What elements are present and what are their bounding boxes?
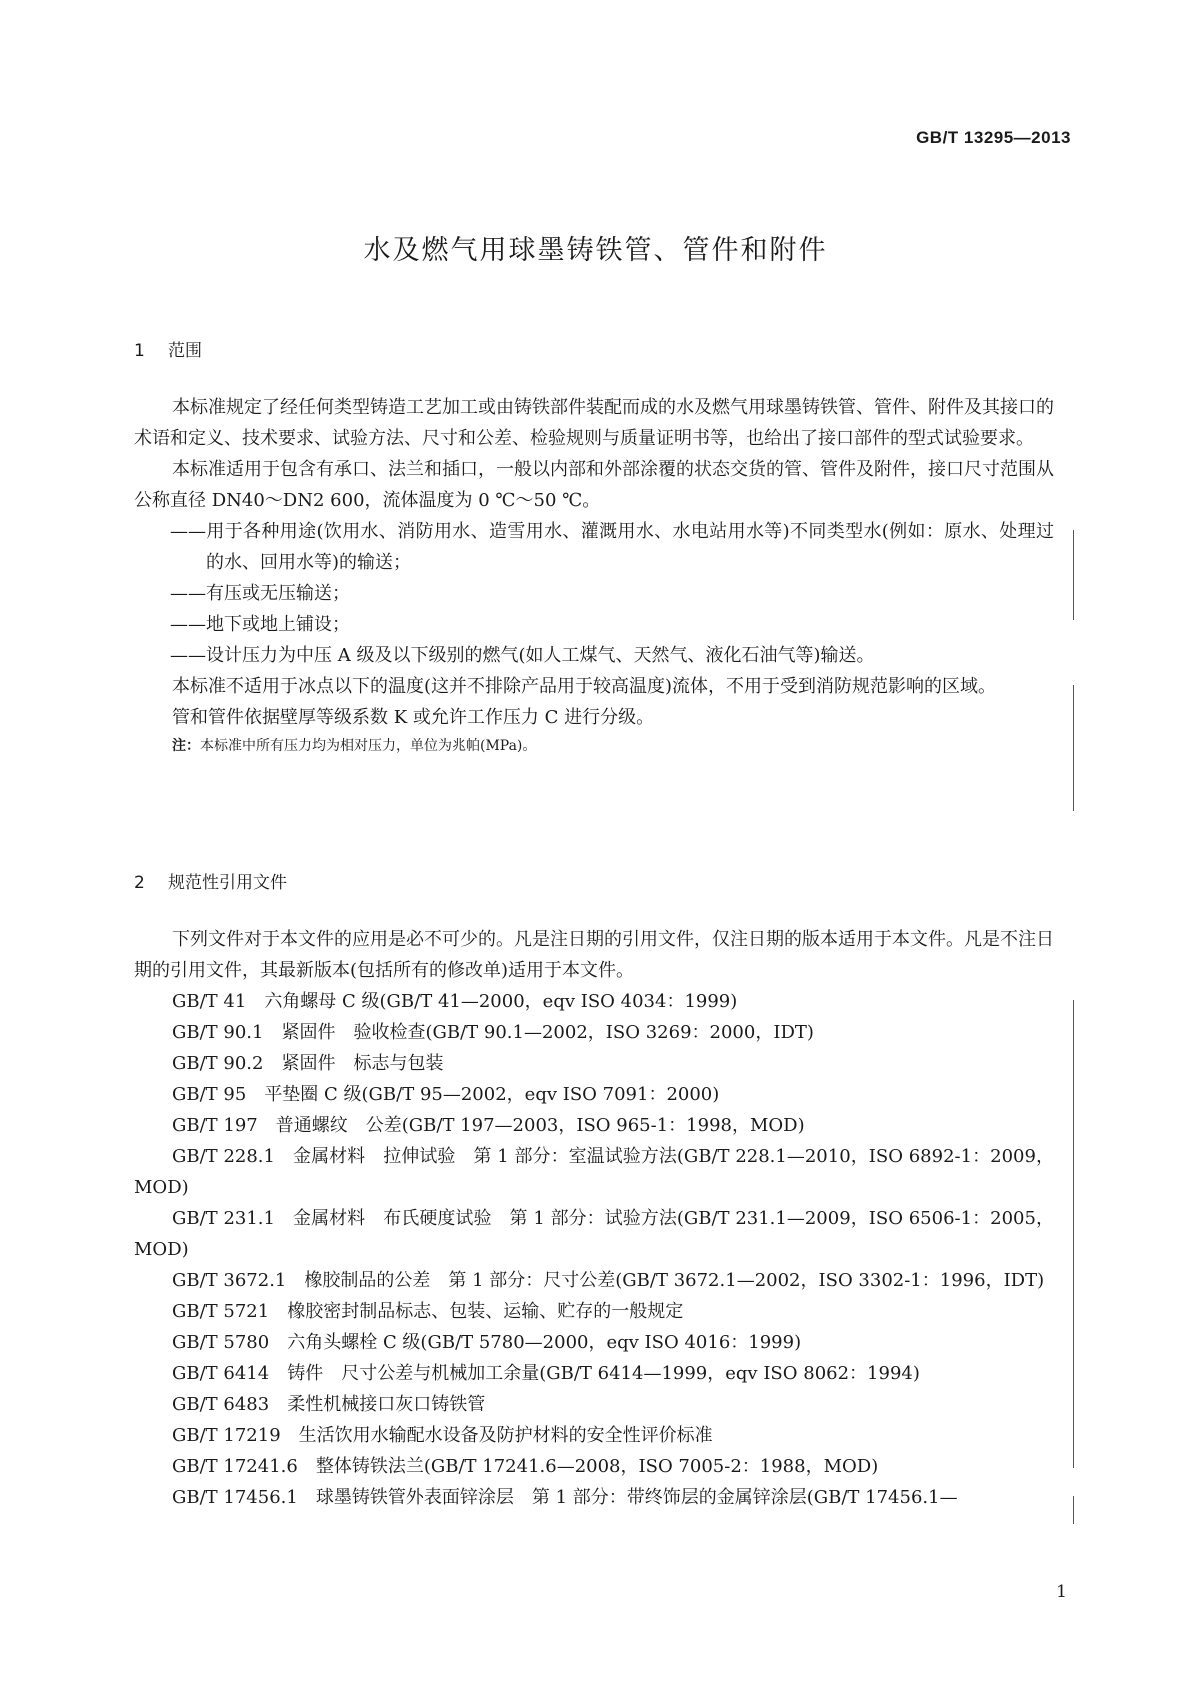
reference-title: 普通螺纹 公差(GB/T 197—2003，ISO 965-1：1998，MOD) <box>275 1115 805 1136</box>
reference-item <box>134 1141 1054 1203</box>
page-number: 1 <box>1056 1582 1067 1602</box>
scope-dash-item-3: ——地下或地上铺设； <box>170 614 350 635</box>
reference-item <box>134 1451 1054 1482</box>
reference-title: 金属材料 布氏硬度试验 第 1 部分：试验方法(GB/T 231.1—2009，ISO 6506-1：2005，MOD) <box>134 1208 1054 1260</box>
reference-code: GB/T 228.1 <box>172 1146 275 1167</box>
references-intro: 下列文件对于本文件的应用是必不可少的。凡是注日期的引用文件，仅注日期的版本适用于本文件。凡是不注日期的引用文件，其最新版本(包括所有的修改单)适用于本文件。 <box>134 929 1054 981</box>
margin-change-bar <box>1073 1496 1074 1524</box>
standard-code: GB/T 13295—2013 <box>916 128 1071 147</box>
section-1-heading <box>134 336 202 361</box>
reference-code: GB/T 3672.1 <box>172 1270 287 1291</box>
scope-dash-item-1: ——用于各种用途(饮用水、消防用水、造雪用水、灌溉用水、水电站用水等)不同类型水(例如：原水、处理过的水、回用水等)的输送； <box>170 521 1054 573</box>
section-1-body <box>134 392 1054 759</box>
note-label: 注： <box>172 738 200 754</box>
margin-change-bar <box>1073 685 1074 811</box>
reference-code: GB/T 231.1 <box>172 1208 275 1229</box>
reference-code: GB/T 95 <box>172 1084 247 1105</box>
section-2-number: 2 <box>134 873 145 893</box>
reference-item <box>134 1296 1054 1327</box>
reference-code: GB/T 17241.6 <box>172 1456 298 1477</box>
reference-code: GB/T 90.1 <box>172 1022 264 1043</box>
reference-code: GB/T 6414 <box>172 1363 270 1384</box>
reference-code: GB/T 6483 <box>172 1394 270 1415</box>
reference-item <box>134 1265 1054 1296</box>
reference-title: 铸件 尺寸公差与机械加工余量(GB/T 6414—1999，eqv ISO 8062：1994) <box>287 1363 920 1384</box>
reference-title: 橡胶密封制品标志、包装、运输、贮存的一般规定 <box>287 1301 684 1322</box>
margin-change-bar <box>1073 530 1074 620</box>
section-1-title: 范围 <box>168 341 202 361</box>
reference-code: GB/T 197 <box>172 1115 258 1136</box>
reference-item <box>134 1327 1054 1358</box>
reference-title: 橡胶制品的公差 第 1 部分：尺寸公差(GB/T 3672.1—2002，ISO 3302-1：1996，IDT) <box>304 1270 1045 1291</box>
reference-code: GB/T 17219 <box>172 1425 281 1446</box>
reference-item <box>134 1203 1054 1265</box>
reference-item <box>134 1048 1054 1079</box>
reference-item <box>134 1389 1054 1420</box>
scope-paragraph-2: 本标准适用于包含有承口、法兰和插口，一般以内部和外部涂覆的状态交货的管、管件及附件，接口尺寸范围从公称直径 DN40～DN2 600，流体温度为 0 ℃～50 ℃。 <box>134 459 1054 511</box>
scope-paragraph-4: 管和管件依据壁厚等级系数 K 或允许工作压力 C 进行分级。 <box>172 707 655 728</box>
reference-title: 紧固件 验收检查(GB/T 90.1—2002，ISO 3269：2000，IDT) <box>281 1022 814 1043</box>
reference-code: GB/T 17456.1 <box>172 1487 298 1508</box>
reference-title: 整体铸铁法兰(GB/T 17241.6—2008，ISO 7005-2：1988，MOD) <box>315 1456 879 1477</box>
section-2-body <box>134 924 1054 1513</box>
reference-item <box>134 986 1054 1017</box>
reference-code: GB/T 41 <box>172 991 247 1012</box>
reference-item <box>134 1420 1054 1451</box>
reference-item <box>134 1482 1054 1513</box>
reference-code: GB/T 90.2 <box>172 1053 264 1074</box>
margin-change-bar <box>1073 1000 1074 1468</box>
reference-title: 六角螺母 C 级(GB/T 41—2000，eqv ISO 4034：1999) <box>264 991 738 1012</box>
reference-code: GB/T 5721 <box>172 1301 270 1322</box>
reference-code: GB/T 5780 <box>172 1332 270 1353</box>
reference-item <box>134 1017 1054 1048</box>
scope-paragraph-3: 本标准不适用于冰点以下的温度(这并不排除产品用于较高温度)流体，不用于受到消防规范影响的区域。 <box>172 676 997 697</box>
section-2-title: 规范性引用文件 <box>168 873 287 893</box>
section-1-number: 1 <box>134 341 145 361</box>
note-text: 本标准中所有压力均为相对压力，单位为兆帕(MPa)。 <box>200 738 537 754</box>
reference-title: 球墨铸铁管外表面锌涂层 第 1 部分：带终饰层的金属锌涂层(GB/T 17456.1— <box>315 1487 958 1508</box>
reference-title: 平垫圈 C 级(GB/T 95—2002，eqv ISO 7091：2000) <box>264 1084 720 1105</box>
reference-title: 金属材料 拉伸试验 第 1 部分：室温试验方法(GB/T 228.1—2010，ISO 6892-1：2009，MOD) <box>134 1146 1054 1198</box>
section-2-heading <box>134 868 287 893</box>
document-title: 水及燃气用球墨铸铁管、管件和附件 <box>363 235 828 266</box>
reference-item <box>134 1110 1054 1141</box>
reference-title: 六角头螺栓 C 级(GB/T 5780—2000，eqv ISO 4016：1999) <box>287 1332 802 1353</box>
scope-note <box>134 733 1054 759</box>
scope-dash-item-2: ——有压或无压输送； <box>170 583 350 604</box>
reference-title: 紧固件 标志与包装 <box>281 1053 444 1074</box>
reference-item <box>134 1358 1054 1389</box>
scope-dash-item-4: ——设计压力为中压 A 级及以下级别的燃气(如人工煤气、天然气、液化石油气等)输送。 <box>170 645 875 666</box>
reference-title: 生活饮用水输配水设备及防护材料的安全性评价标准 <box>298 1425 713 1446</box>
reference-title: 柔性机械接口灰口铸铁管 <box>287 1394 486 1415</box>
scope-paragraph-1: 本标准规定了经任何类型铸造工艺加工或由铸铁部件装配而成的水及燃气用球墨铸铁管、管件、附件及其接口的术语和定义、技术要求、试验方法、尺寸和公差、检验规则与质量证明书等，也给出了接口部件的型式试验要求。 <box>134 397 1054 449</box>
reference-item <box>134 1079 1054 1110</box>
